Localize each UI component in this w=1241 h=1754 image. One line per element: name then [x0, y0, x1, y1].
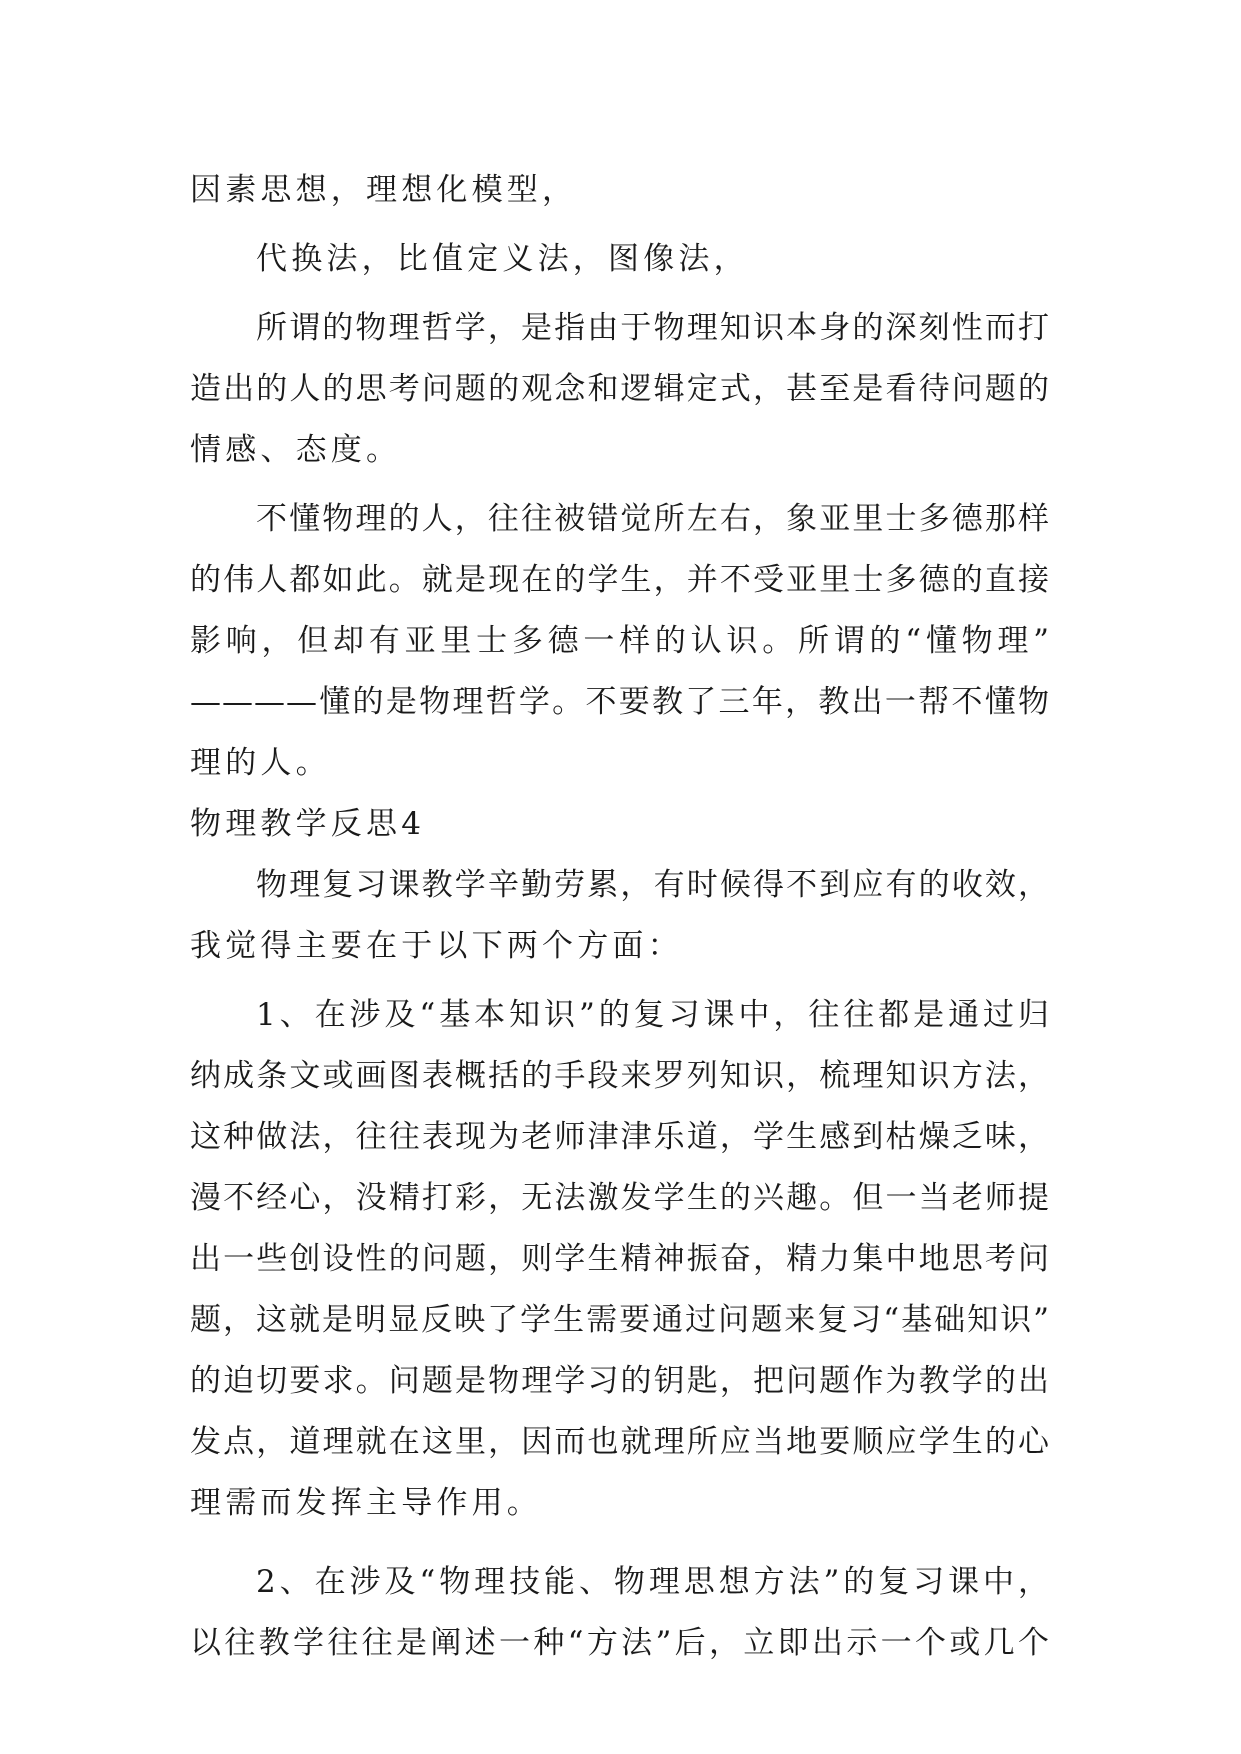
paragraph-line: 出一些创设性的问题，则学生精神振奋，精力集中地思考问: [190, 1241, 1050, 1277]
paragraph-line: 2、在涉及“物理技能、物理思想方法”的复习课中，: [256, 1564, 1050, 1600]
text-line: 因素思想，理想化模型，: [190, 172, 578, 208]
paragraph-line: 题，这就是明显反映了学生需要通过问题来复习“基础知识”: [190, 1302, 1050, 1338]
document-body: [190, 160, 1050, 1674]
paragraph-line: 的迫切要求。问题是物理学习的钥匙，把问题作为教学的出: [190, 1363, 1050, 1399]
paragraph-line: 发点，道理就在这里，因而也就理所应当地要顺应学生的心: [190, 1424, 1050, 1460]
paragraph-line: 以往教学往往是阐述一种“方法”后，立即出示一个或几个: [190, 1625, 1050, 1661]
paragraph-line: 物理复习课教学辛勤劳累，有时候得不到应有的收效，: [256, 867, 1050, 903]
paragraph-line: 理需而发挥主导作用。: [190, 1485, 542, 1521]
text-line: 代换法，比值定义法，图像法，: [256, 241, 749, 277]
paragraph-line: 造出的人的思考问题的观念和逻辑定式，甚至是看待问题的: [190, 371, 1050, 407]
paragraph-line: 不懂物理的人，往往被错觉所左右，象亚里士多德那样: [256, 501, 1050, 537]
paragraph-line: ————懂的是物理哲学。不要教了三年，教出一帮不懂物: [190, 684, 1050, 720]
paragraph-line: 漫不经心，没精打彩，无法激发学生的兴趣。但一当老师提: [190, 1180, 1050, 1216]
paragraph-line: 这种做法，往往表现为老师津津乐道，学生感到枯燥乏味，: [190, 1119, 1050, 1155]
paragraph-line: 影响，但却有亚里士多德一样的认识。所谓的“懂物理”: [190, 623, 1050, 659]
section-heading: 物理教学反思4: [190, 806, 426, 842]
paragraph-line: 情感、态度。: [190, 432, 402, 468]
paragraph-line: 1、在涉及“基本知识”的复习课中，往往都是通过归: [256, 997, 1050, 1033]
paragraph-line: 所谓的物理哲学，是指由于物理知识本身的深刻性而打: [256, 310, 1050, 346]
paragraph-line: 理的人。: [190, 745, 331, 781]
paragraph-line: 纳成条文或画图表概括的手段来罗列知识，梳理知识方法，: [190, 1058, 1050, 1094]
paragraph-line: 我觉得主要在于以下两个方面：: [190, 928, 683, 964]
paragraph-line: 的伟人都如此。就是现在的学生，并不受亚里士多德的直接: [190, 562, 1050, 598]
